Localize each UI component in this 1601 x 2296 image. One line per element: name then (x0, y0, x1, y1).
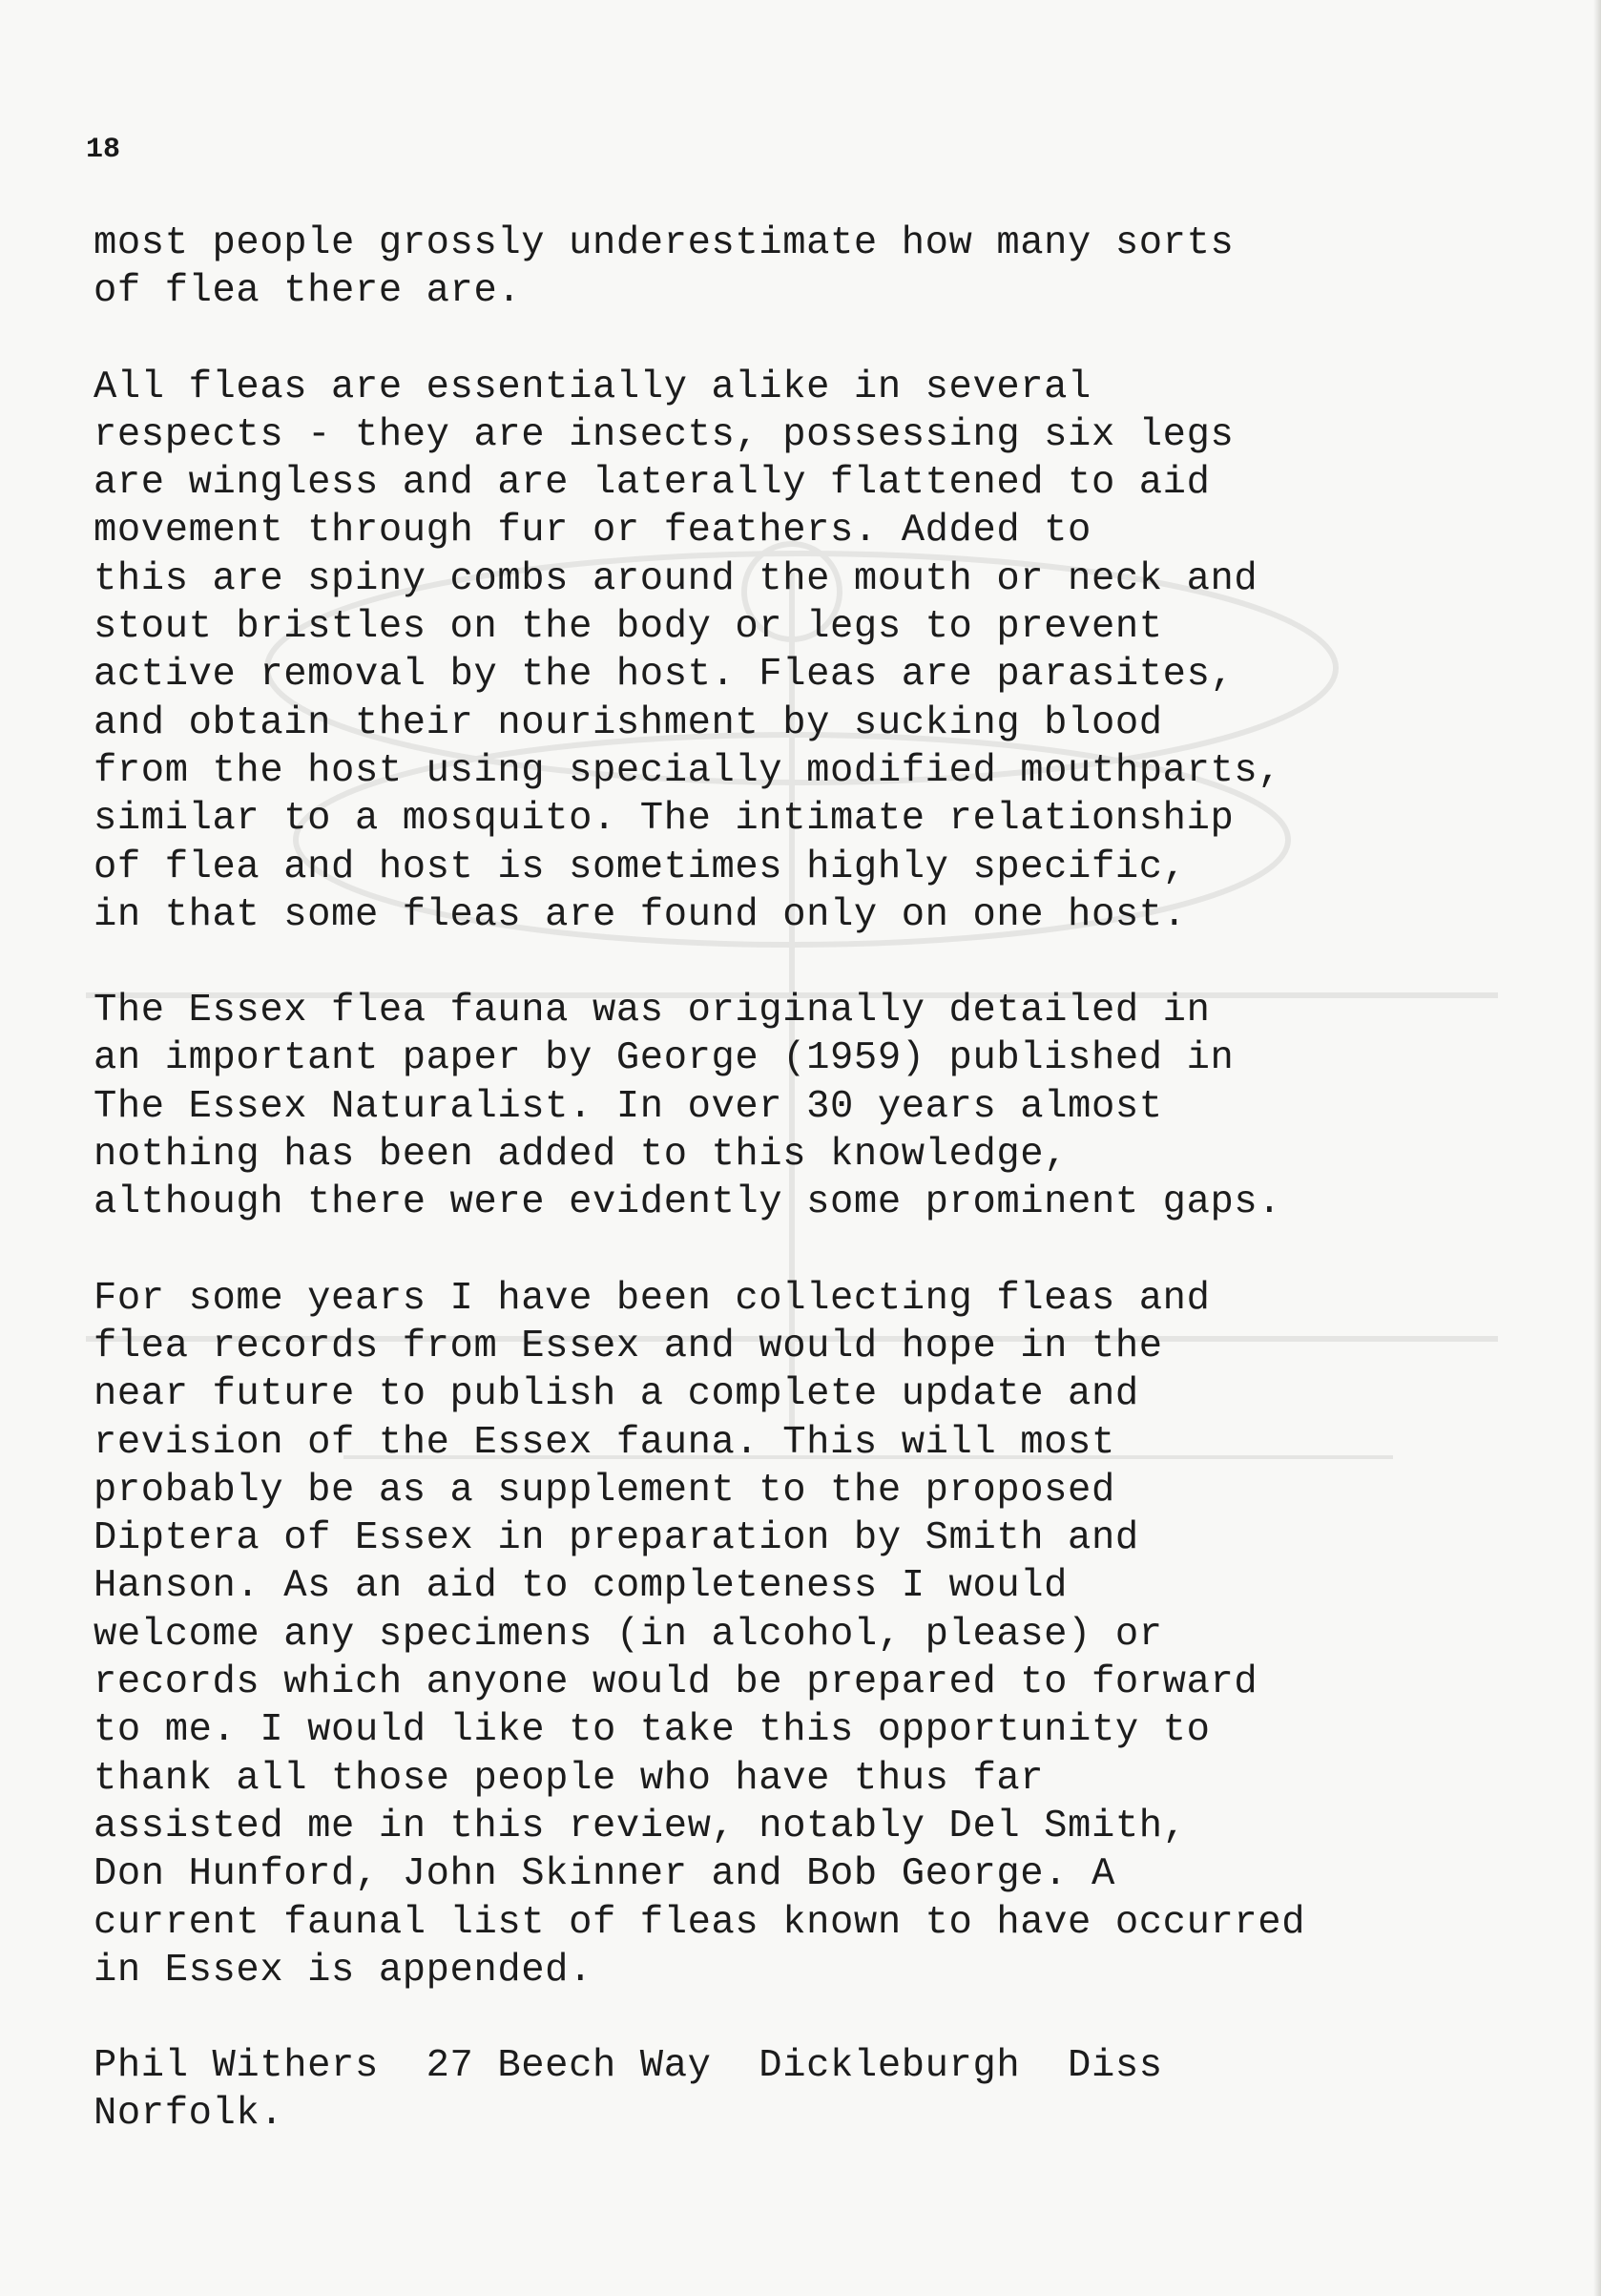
text-line: most people grossly underestimate how many sorts (94, 221, 1235, 265)
text-line: in that some fleas are found only on one host. (94, 892, 1187, 937)
text-line: welcome any specimens (in alcohol, please) or (94, 1612, 1163, 1657)
text-line: to me. I would like to take this opportunity to (94, 1708, 1211, 1753)
text-line: Diptera of Essex in preparation by Smith and (94, 1516, 1139, 1561)
text-line: near future to publish a complete update and (94, 1372, 1139, 1417)
text-line: and obtain their nourishment by sucking blood (94, 700, 1163, 745)
text-line: flea records from Essex and would hope in the (94, 1324, 1163, 1368)
text-line: The Essex flea fauna was originally detailed in (94, 989, 1211, 1033)
author-signoff (94, 2042, 1582, 2139)
text-line: For some years I have been collecting fleas and (94, 1276, 1211, 1321)
text-line: assisted me in this review, notably Del Smith, (94, 1804, 1187, 1848)
text-line: records which anyone would be prepared to forward (94, 1660, 1258, 1705)
author-address-line: Norfolk. (94, 2092, 284, 2137)
text-line: nothing has been added to this knowledge, (94, 1133, 1069, 1178)
text-line: The Essex Naturalist. In over 30 years almost (94, 1084, 1163, 1129)
text-line: movement through fur or feathers. Added to (94, 509, 1092, 553)
text-line: of flea and host is sometimes highly specific, (94, 845, 1187, 889)
article-body (94, 219, 1582, 2186)
text-line: thank all those people who have thus far (94, 1756, 1045, 1801)
text-line: stout bristles on the body or legs to prevent (94, 605, 1163, 650)
text-line: in Essex is appended. (94, 1948, 593, 1993)
page-number: 18 (86, 134, 121, 166)
text-line: active removal by the host. Fleas are parasites, (94, 653, 1235, 698)
text-line: Don Hunford, John Skinner and Bob George. A (94, 1852, 1115, 1897)
paragraph-2 (94, 364, 1582, 940)
page-edge-shadow (1593, 0, 1601, 2296)
text-line: respects - they are insects, possessing six legs (94, 412, 1235, 457)
text-line: although there were evidently some prominent gaps. (94, 1180, 1282, 1225)
text-line: from the host using specially modified mouthparts, (94, 748, 1282, 793)
paragraph-1 (94, 219, 1582, 316)
paragraph-3 (94, 987, 1582, 1226)
text-line: probably be as a supplement to the proposed (94, 1468, 1115, 1513)
author-address-line: Phil Withers 27 Beech Way Dickleburgh Diss (94, 2044, 1163, 2089)
text-line: revision of the Essex fauna. This will most (94, 1420, 1115, 1465)
text-line: of flea there are. (94, 269, 522, 314)
text-line: this are spiny combs around the mouth or neck and (94, 556, 1258, 601)
text-line: current faunal list of fleas known to have occurred (94, 1900, 1306, 1945)
paragraph-4 (94, 1275, 1582, 1994)
text-line: All fleas are essentially alike in several (94, 365, 1092, 409)
text-line: Hanson. As an aid to completeness I would (94, 1564, 1069, 1609)
text-line: are wingless and are laterally flattened to aid (94, 461, 1211, 506)
text-line: similar to a mosquito. The intimate relationship (94, 797, 1235, 842)
text-line: an important paper by George (1959) published in (94, 1036, 1235, 1081)
